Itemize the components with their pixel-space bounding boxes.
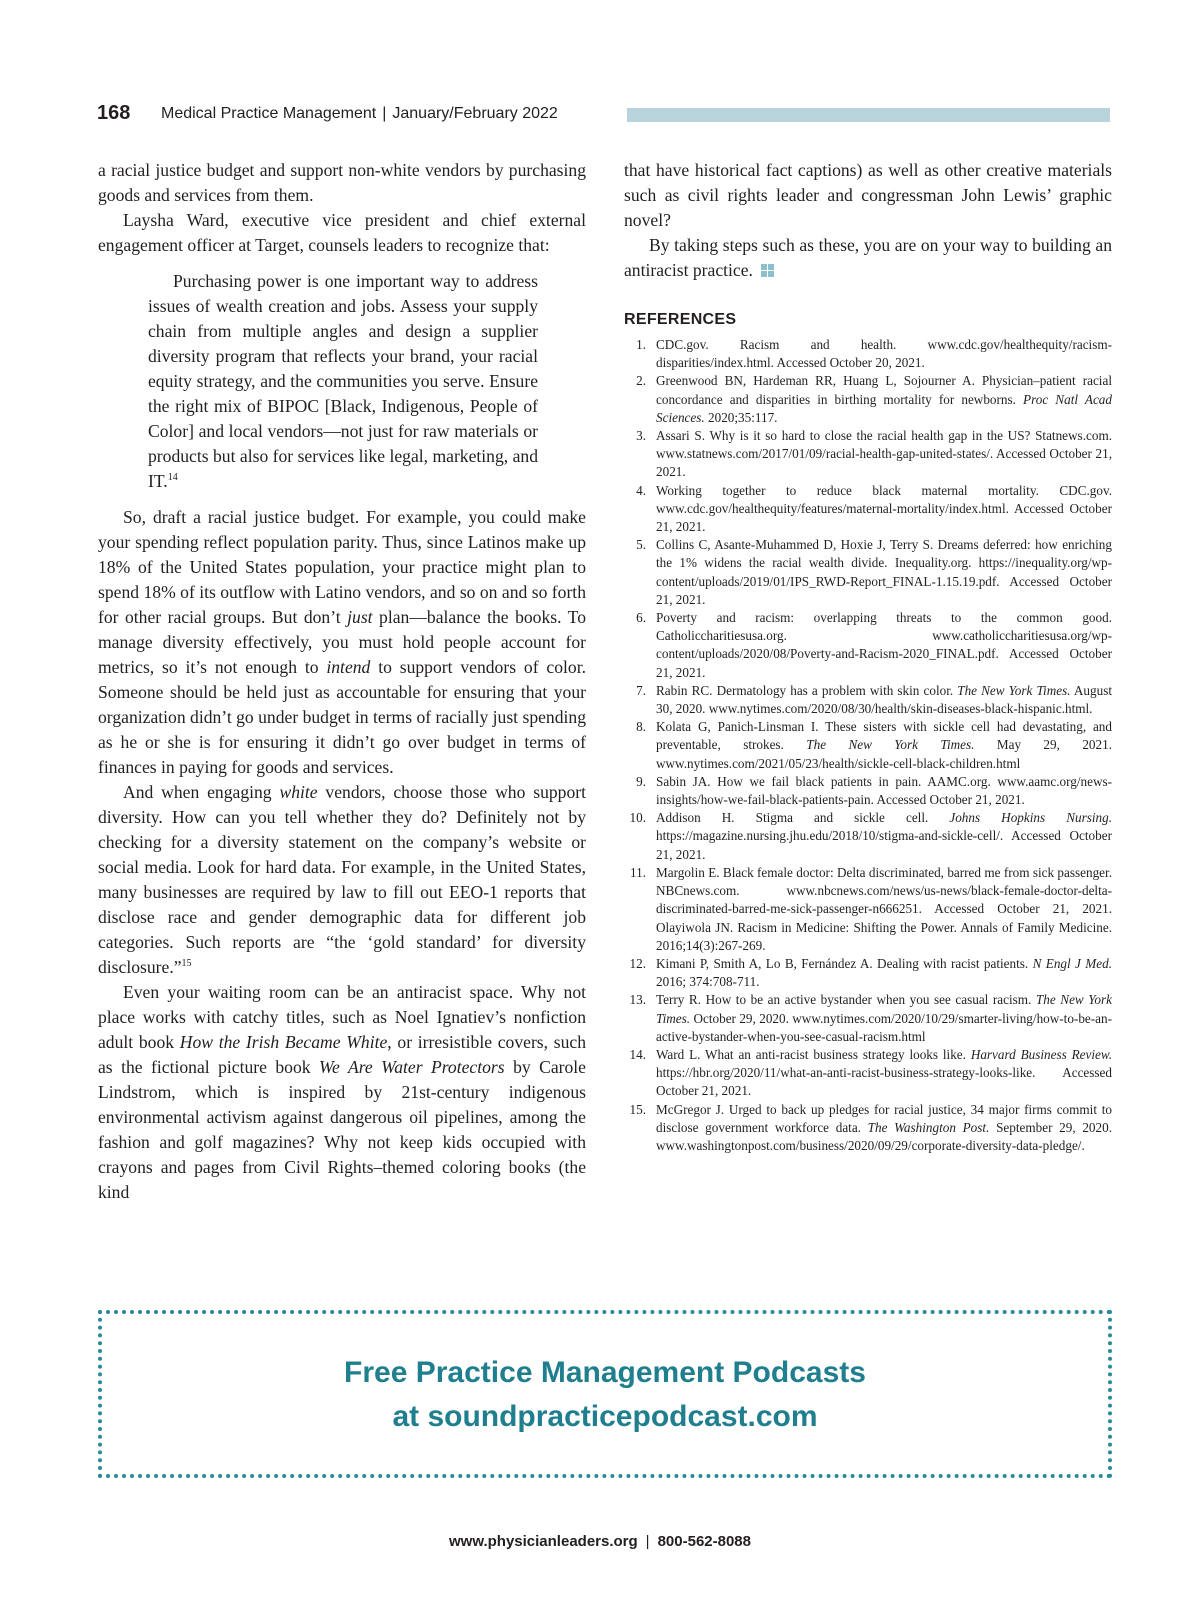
- paragraph: [624, 233, 1112, 283]
- reference-number: 10.: [629, 810, 646, 826]
- reference-text: October 29, 2020. www.nytimes.com/2020/10/29/smarter-living/how-to-be-an-active-bystander-when-you-see-casual-racism.html: [656, 1010, 1112, 1044]
- text-run: , or irresistible covers, such as the fictional picture book: [98, 1032, 587, 1077]
- reference-number: 5.: [636, 537, 646, 553]
- reference-text: Sabin JA. How we fail black patients in pain. AAMC.org. www.aamc.org/news-insights/how-we-fail-black-patients-pain. Accessed October 21, 2021.: [656, 773, 1112, 808]
- reference-item: [624, 609, 1112, 682]
- reference-number: 9.: [636, 773, 646, 789]
- emphasis: How the Irish Became White: [179, 1032, 388, 1052]
- reference-text: 2020;35:117.: [704, 409, 778, 425]
- reference-number: 2.: [636, 373, 646, 389]
- emphasis: just: [347, 607, 373, 627]
- block-quote: [148, 269, 538, 494]
- paragraph: that have historical fact captions) as well as other creative materials such as civil rights leader and congressman John Lewis’ graphic novel?: [624, 160, 1112, 230]
- reference-item: [624, 536, 1112, 609]
- reference-number: 6.: [636, 610, 646, 626]
- reference-text: McGregor J. Urged to back up pledges for racial justice, 34 major firms commit to disclose government workforce data.: [656, 1101, 1112, 1135]
- issue-date: January/February 2022: [392, 105, 558, 122]
- paragraph: Laysha Ward, executive vice president and chief external engagement officer at Target, counsels leaders to recognize that:: [98, 210, 586, 255]
- journal-title: Medical Practice Management: [161, 105, 377, 122]
- page-header: [97, 101, 1110, 125]
- text-run: Even your waiting room can be an antiracist space. Why not place works with catchy titles, such as Noel Ignatiev’s nonfiction adult book: [98, 982, 586, 1052]
- reference-item: [624, 482, 1112, 537]
- footnote-ref: 14: [167, 472, 178, 484]
- emphasis: We Are Water Protectors: [319, 1057, 505, 1077]
- reference-text: CDC.gov. Racism and health. www.cdc.gov/healthequity/racism-disparities/index.html. Accessed October 20, 2021.: [656, 337, 1112, 371]
- reference-text: Poverty and racism: overlapping threats to the common good. Catholiccharitiesusa.org. www.catholiccharitiesusa.org/wp-content/uploads/2020/08/Poverty-and-Racism-2020_FINAL.pdf. Accessed October 21, 2021.: [656, 610, 1112, 680]
- reference-source: The New York Times.: [656, 992, 1112, 1026]
- reference-text: Terry R. How to be an active bystander when you see casual racism.: [656, 992, 1036, 1008]
- reference-text: Collins C, Asante-Muhammed D, Hoxie J, Terry S. Dreams deferred: how enriching the 1% widens the racial wealth divide. Inequality.org. https://inequality.org/wp-content/uploads/2019/01/IPS_RWD-Report_FINAL-1.15.19.pdf. Accessed October 21, 2021.: [656, 537, 1112, 607]
- reference-number: 15.: [629, 1101, 646, 1117]
- reference-text: September 29, 2020. www.washingtonpost.com/business/2020/09/29/corporate-diversity-data-pledge/.: [656, 1119, 1112, 1153]
- podcast-promo-box: [98, 1310, 1112, 1478]
- reference-text: Kolata G, Panich-Linsman I. These sisters with sickle cell had devastating, and preventable, strokes.: [656, 719, 1112, 753]
- text-run: vendors, choose those who support diversity. How can you tell whether they do? Definitely not by checking for a diversity statement on the company’s website or social media. Look for hard data. For example, in the United States, many businesses are required by law to fill out EEO-1 reports that disclose race and gender demographic data for different job categories. Such reports are “the ‘gold standard’ for diversity disclosure.”: [98, 782, 587, 977]
- reference-item: [624, 682, 1112, 718]
- reference-item: [624, 1101, 1112, 1156]
- reference-number: 13.: [629, 992, 646, 1008]
- text-run: by Carole Lindstrom, which is inspired by 21st-century indigenous environmental activism against dangerous oil pipelines, among the fashion and golf magazines? Why not keep kids occupied with crayons and pages from Civil Rights–themed coloring books (the kind: [98, 1057, 586, 1202]
- reference-source: The New York Times.: [957, 682, 1071, 698]
- reference-text: Addison H. Stigma and sickle cell.: [656, 810, 950, 826]
- footer-website[interactable]: www.physicianleaders.org: [449, 1533, 638, 1550]
- reference-text: Working together to reduce black maternal mortality. CDC.gov. www.cdc.gov/healthequity/features/maternal-mortality/index.html. Accessed October 21, 2021.: [656, 482, 1112, 535]
- reference-number: 8.: [636, 719, 646, 735]
- references-heading: REFERENCES: [624, 311, 737, 328]
- reference-text: Assari S. Why is it so hard to close the racial health gap in the US? Statnews.com. www.statnews.com/2017/01/09/racial-health-gap-united-states/. Accessed October 21, 2021.: [656, 428, 1112, 480]
- reference-number: 14.: [629, 1046, 646, 1062]
- reference-number: 12.: [629, 955, 646, 971]
- text-run: plan—balance the books. To manage diversity effectively, you must hold people account for metrics, so it’s not enough to: [98, 607, 587, 677]
- reference-item: [624, 718, 1112, 773]
- text-run: So, draft a racial justice budget. For example, you could make your spending reflect population parity. Thus, since Latinos make up 18% of the United States population, your practice might plan to spend 18% of its outflow with Latino vendors, and so on and so forth for other racial groups. But don’t: [98, 507, 586, 627]
- promo-title: Free Practice Management Podcasts: [344, 1356, 866, 1389]
- paragraph: [98, 980, 586, 1205]
- reference-source: Johns Hopkins Nursing.: [949, 810, 1112, 826]
- reference-item: [624, 773, 1112, 809]
- reference-text: Rabin RC. Dermatology has a problem with skin color.: [656, 682, 958, 698]
- reference-number: 1.: [636, 337, 646, 352]
- emphasis: intend: [326, 657, 371, 677]
- paragraph: [98, 780, 586, 980]
- reference-number: 11.: [630, 864, 646, 880]
- promo-url[interactable]: at soundpracticepodcast.com: [392, 1400, 818, 1433]
- reference-item: [624, 372, 1112, 427]
- emphasis: white: [279, 782, 318, 802]
- reference-text: Kimani P, Smith A, Lo B, Fernández A. Dealing with racist patients.: [656, 955, 1033, 971]
- reference-source: Proc Natl Acad Sciences.: [656, 391, 1112, 425]
- reference-item: [624, 1046, 1112, 1101]
- right-column: [624, 158, 1112, 1155]
- quote-body: Purchasing power is one important way to address issues of wealth creation and jobs. Assess your supply chain from multiple angles and design a supplier diversity program that reflects your brand, your racial equity strategy, and the communities you serve. Ensure the right mix of BIPOC [Black, Indigenous, People of Color] and local vendors—not just for raw materials or products but also for services like legal, marketing, and IT.: [148, 271, 538, 491]
- quote-text: [148, 269, 538, 494]
- reference-text: May 29, 2021. www.nytimes.com/2021/05/23/health/sickle-cell-black-children.html: [656, 737, 1112, 771]
- reference-text: 2016; 374:708-711.: [656, 974, 760, 990]
- reference-text: Greenwood BN, Hardeman RR, Huang L, Sojourner A. Physician–patient racial concordance and disparities in birthing mortality for newborns.: [656, 373, 1112, 407]
- header-rule-bar: [627, 108, 1110, 122]
- reference-source: The Washington Post.: [867, 1119, 990, 1135]
- reference-item: [624, 427, 1112, 482]
- header-separator: |: [382, 105, 387, 122]
- footnote-ref: 15: [181, 958, 192, 970]
- page-footer: [0, 1532, 1200, 1552]
- paragraph: [98, 505, 586, 780]
- end-of-article-icon: [761, 264, 774, 277]
- reference-number: 3.: [636, 428, 646, 444]
- reference-text: https://magazine.nursing.jhu.edu/2018/10/stigma-and-sickle-cell/. Accessed October 21, 2021.: [656, 828, 1112, 862]
- reference-item: [624, 864, 1112, 955]
- reference-item: [624, 336, 1112, 372]
- footer-separator: |: [645, 1533, 650, 1550]
- left-column: [98, 158, 586, 1205]
- reference-text: August 30, 2020. www.nytimes.com/2020/08/30/health/skin-diseases-black-hispanic.html.: [656, 682, 1112, 717]
- reference-text: Margolin E. Black female doctor: Delta discriminated, barred me from sick passenger. NBCnews.com. www.nbcnews.com/news/us-news/black-female-doctor-delta-discriminated-barred-me-sick-passenger-n666251. Accessed October 21, 2021. Olayiwola JN. Racism in Medicine: Shifting the Power. Annals of Family Medicine. 2016;14(3):267-269.: [656, 864, 1112, 953]
- reference-item: [624, 809, 1112, 864]
- reference-text: https://hbr.org/2020/11/what-an-anti-racist-business-strategy-looks-like. Accessed October 21, 2021.: [656, 1065, 1112, 1099]
- text-run: to support vendors of color. Someone should be held just as accountable for ensuring that your organization didn’t go under budget in terms of racially just spending as he or she is for ensuring it didn’t go over budget in terms of finances in paying for goods and services.: [98, 657, 586, 777]
- text-run: By taking steps such as these, you are on your way to building an antiracist practice.: [624, 235, 1112, 280]
- reference-number: 4.: [636, 482, 646, 498]
- text-run: And when engaging: [123, 782, 280, 802]
- reference-item: [624, 955, 1112, 991]
- footer-phone: 800-562-8088: [657, 1533, 751, 1550]
- reference-number: 7.: [636, 682, 646, 698]
- reference-item: [624, 991, 1112, 1046]
- running-head: [161, 104, 558, 124]
- reference-source: N Engl J Med.: [1032, 955, 1112, 971]
- paragraph: a racial justice budget and support non-white vendors by purchasing goods and services from them.: [98, 160, 586, 205]
- reference-source: The New York Times.: [806, 737, 975, 753]
- references-list: [624, 336, 1112, 1155]
- page-number: 168: [97, 102, 131, 124]
- reference-source: Harvard Business Review.: [970, 1046, 1112, 1062]
- reference-text: Ward L. What an anti-racist business strategy looks like.: [656, 1046, 971, 1062]
